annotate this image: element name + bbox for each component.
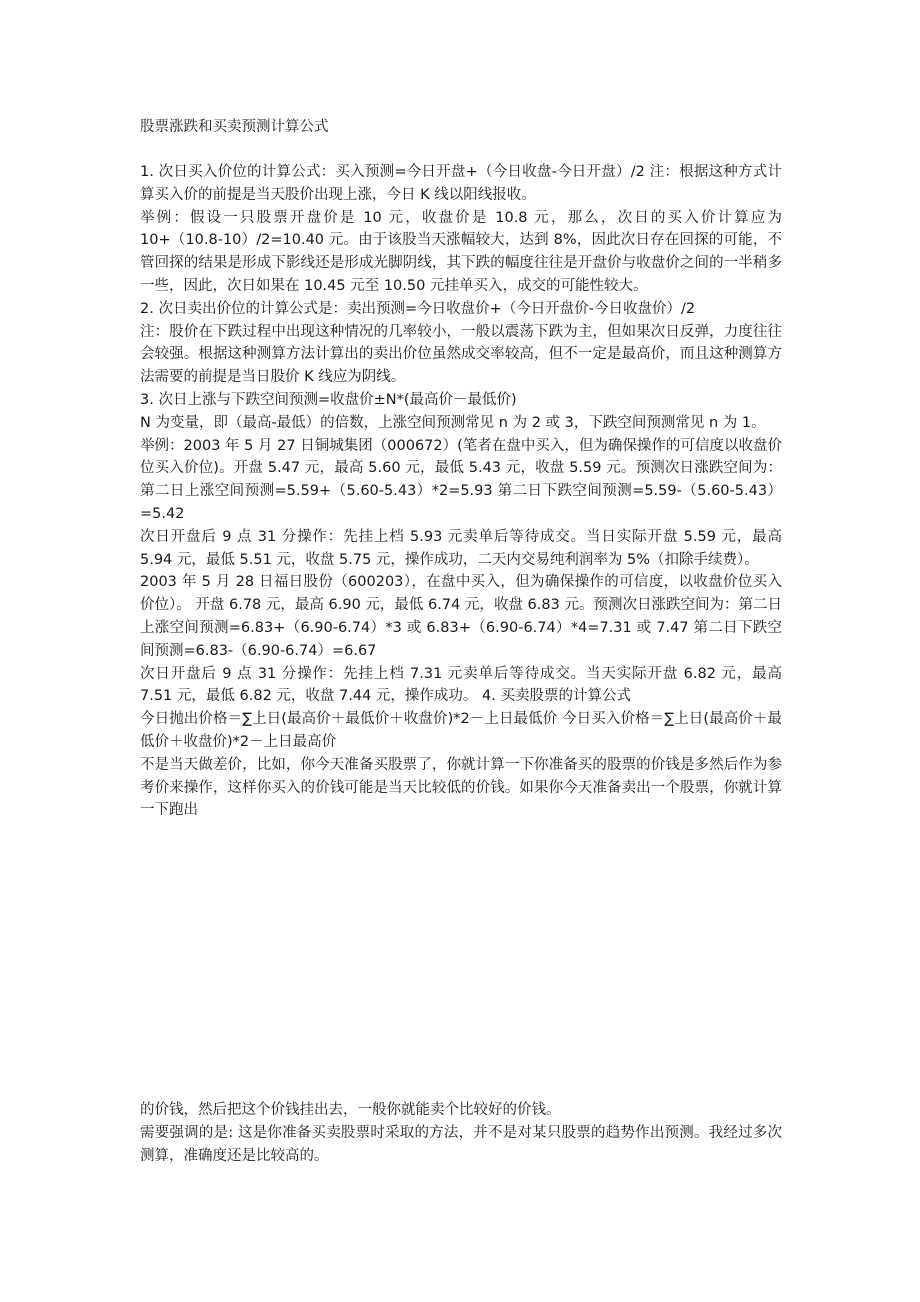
paragraph-usage-note: 不是当天做差价，比如，你今天准备买股票了，你就计算一下你准备买的股票的价钱是多然后作为参考价来操作，这样你买入的价钱可能是当天比较低的价钱。如果你今天准备卖出一个股票，你就计算一下跑出: [140, 756, 782, 819]
document-title: 股票涨跌和买卖预测计算公式: [140, 119, 329, 135]
document-body-continued: [140, 1099, 782, 1167]
document-body: [140, 161, 782, 822]
paragraph-buy-example: 举例：假设一只股票开盘价是 10 元，收盘价是 10.8 元，那么，次日的买入价计算应为 10+（10.8-10）/2=10.40 元。由于该股当天涨幅较大，达到 8%，因此次日存在回探的可能，不管回探的结果是形成下影线还是形成光脚阴线，其下跌的幅度往往是开盘价与收盘价之间的一半稍多一些，因此，次日如果在 10.45 元至 10.50 元挂单买入，成交的可能性较大。: [140, 209, 782, 294]
paragraph-sell-formula: 2. 次日卖出价位的计算公式是：卖出预测=今日收盘价+（今日开盘价-今日收盘价）/2: [140, 300, 696, 317]
paragraph-tail-2: 需要强调的是: 这是你准备买卖股票时采取的方法，并不是对某只股票的趋势作出预测。我经过多次测算，准确度还是比较高的。: [140, 1124, 782, 1164]
paragraph-range-variable: N 为变量，即（最高-最低）的倍数，上涨空间预测常见 n 为 2 或 3，下跌空间预测常见 n 为 1。: [140, 414, 766, 431]
paragraph-result-000672: 次日开盘后 9 点 31 分操作：先挂上档 5.93 元卖单后等待成交。当日实际开盘 5.59 元，最高 5.94 元，最低 5.51 元，收盘 5.75 元，操作成功，二天内交易纯利润率为 5%（扣除手续费）。: [140, 528, 782, 568]
paragraph-result-600203: 次日开盘后 9 点 31 分操作：先挂上档 7.31 元卖单后等待成交。当天实际开盘 6.82 元，最高 7.51 元，最低 6.82 元，收盘 7.44 元，操作成功。 4. 买卖股票的计算公式: [140, 665, 782, 705]
paragraph-example-600203: 2003 年 5 月 28 日福日股份（600203），在盘中买入，但为确保操作的可信度，以收盘价位买入价位）。 开盘 6.78 元，最高 6.90 元，最低 6.74 元，收盘 6.83 元。预测次日涨跌空间为：第二日上涨空间预测=6.83+（6.90-6.74）*3 或 6.83+（6.90-6.74）*4=7.31 或 7.47 第二日下跌空间预测=6.83-（6.90-6.74）=6.67: [140, 574, 782, 659]
paragraph-trade-formula: 今日抛出价格＝∑上日(最高价＋最低价＋收盘价)*2－上日最低价 今日买入价格＝∑上日(最高价＋最低价＋收盘价)*2－上日最高价: [140, 711, 782, 750]
paragraph-buy-formula: 1. 次日买入价位的计算公式：买入预测=今日开盘+（今日收盘-今日开盘）/2 注：根据这种方式计算买入价的前提是当天股价出现上涨，今日 K 线以阳线报收。: [140, 164, 782, 203]
paragraph-range-formula: 3. 次日上涨与下跌空间预测=收盘价±N*(最高价－最低价): [140, 391, 517, 408]
paragraph-example-000672: 举例：2003 年 5 月 27 日铜城集团（000672）(笔者在盘中买入，但为确保操作的可信度以收盘价位买入价位)。开盘 5.47 元，最高 5.60 元，最低 5.43 元，收盘 5.59 元。预测次日涨跌空间为： 第二日上涨空间预测=5.59+（5.60-5.43）*2=5.93 第二日下跌空间预测=5.59-（5.60-5.43）=5.42: [140, 437, 782, 522]
paragraph-tail-1: 的价钱，然后把这个价钱挂出去，一般你就能卖个比较好的价钱。: [140, 1102, 561, 1118]
paragraph-sell-note: 注：股价在下跌过程中出现这种情况的几率较小，一般以震荡下跌为主，但如果次日反弹，力度往往会较强。根据这种测算方法计算出的卖出价位虽然成交率较高，但不一定是最高价，而且这种测算方法需要的前提是当日股价 K 线应为阴线。: [140, 323, 782, 386]
